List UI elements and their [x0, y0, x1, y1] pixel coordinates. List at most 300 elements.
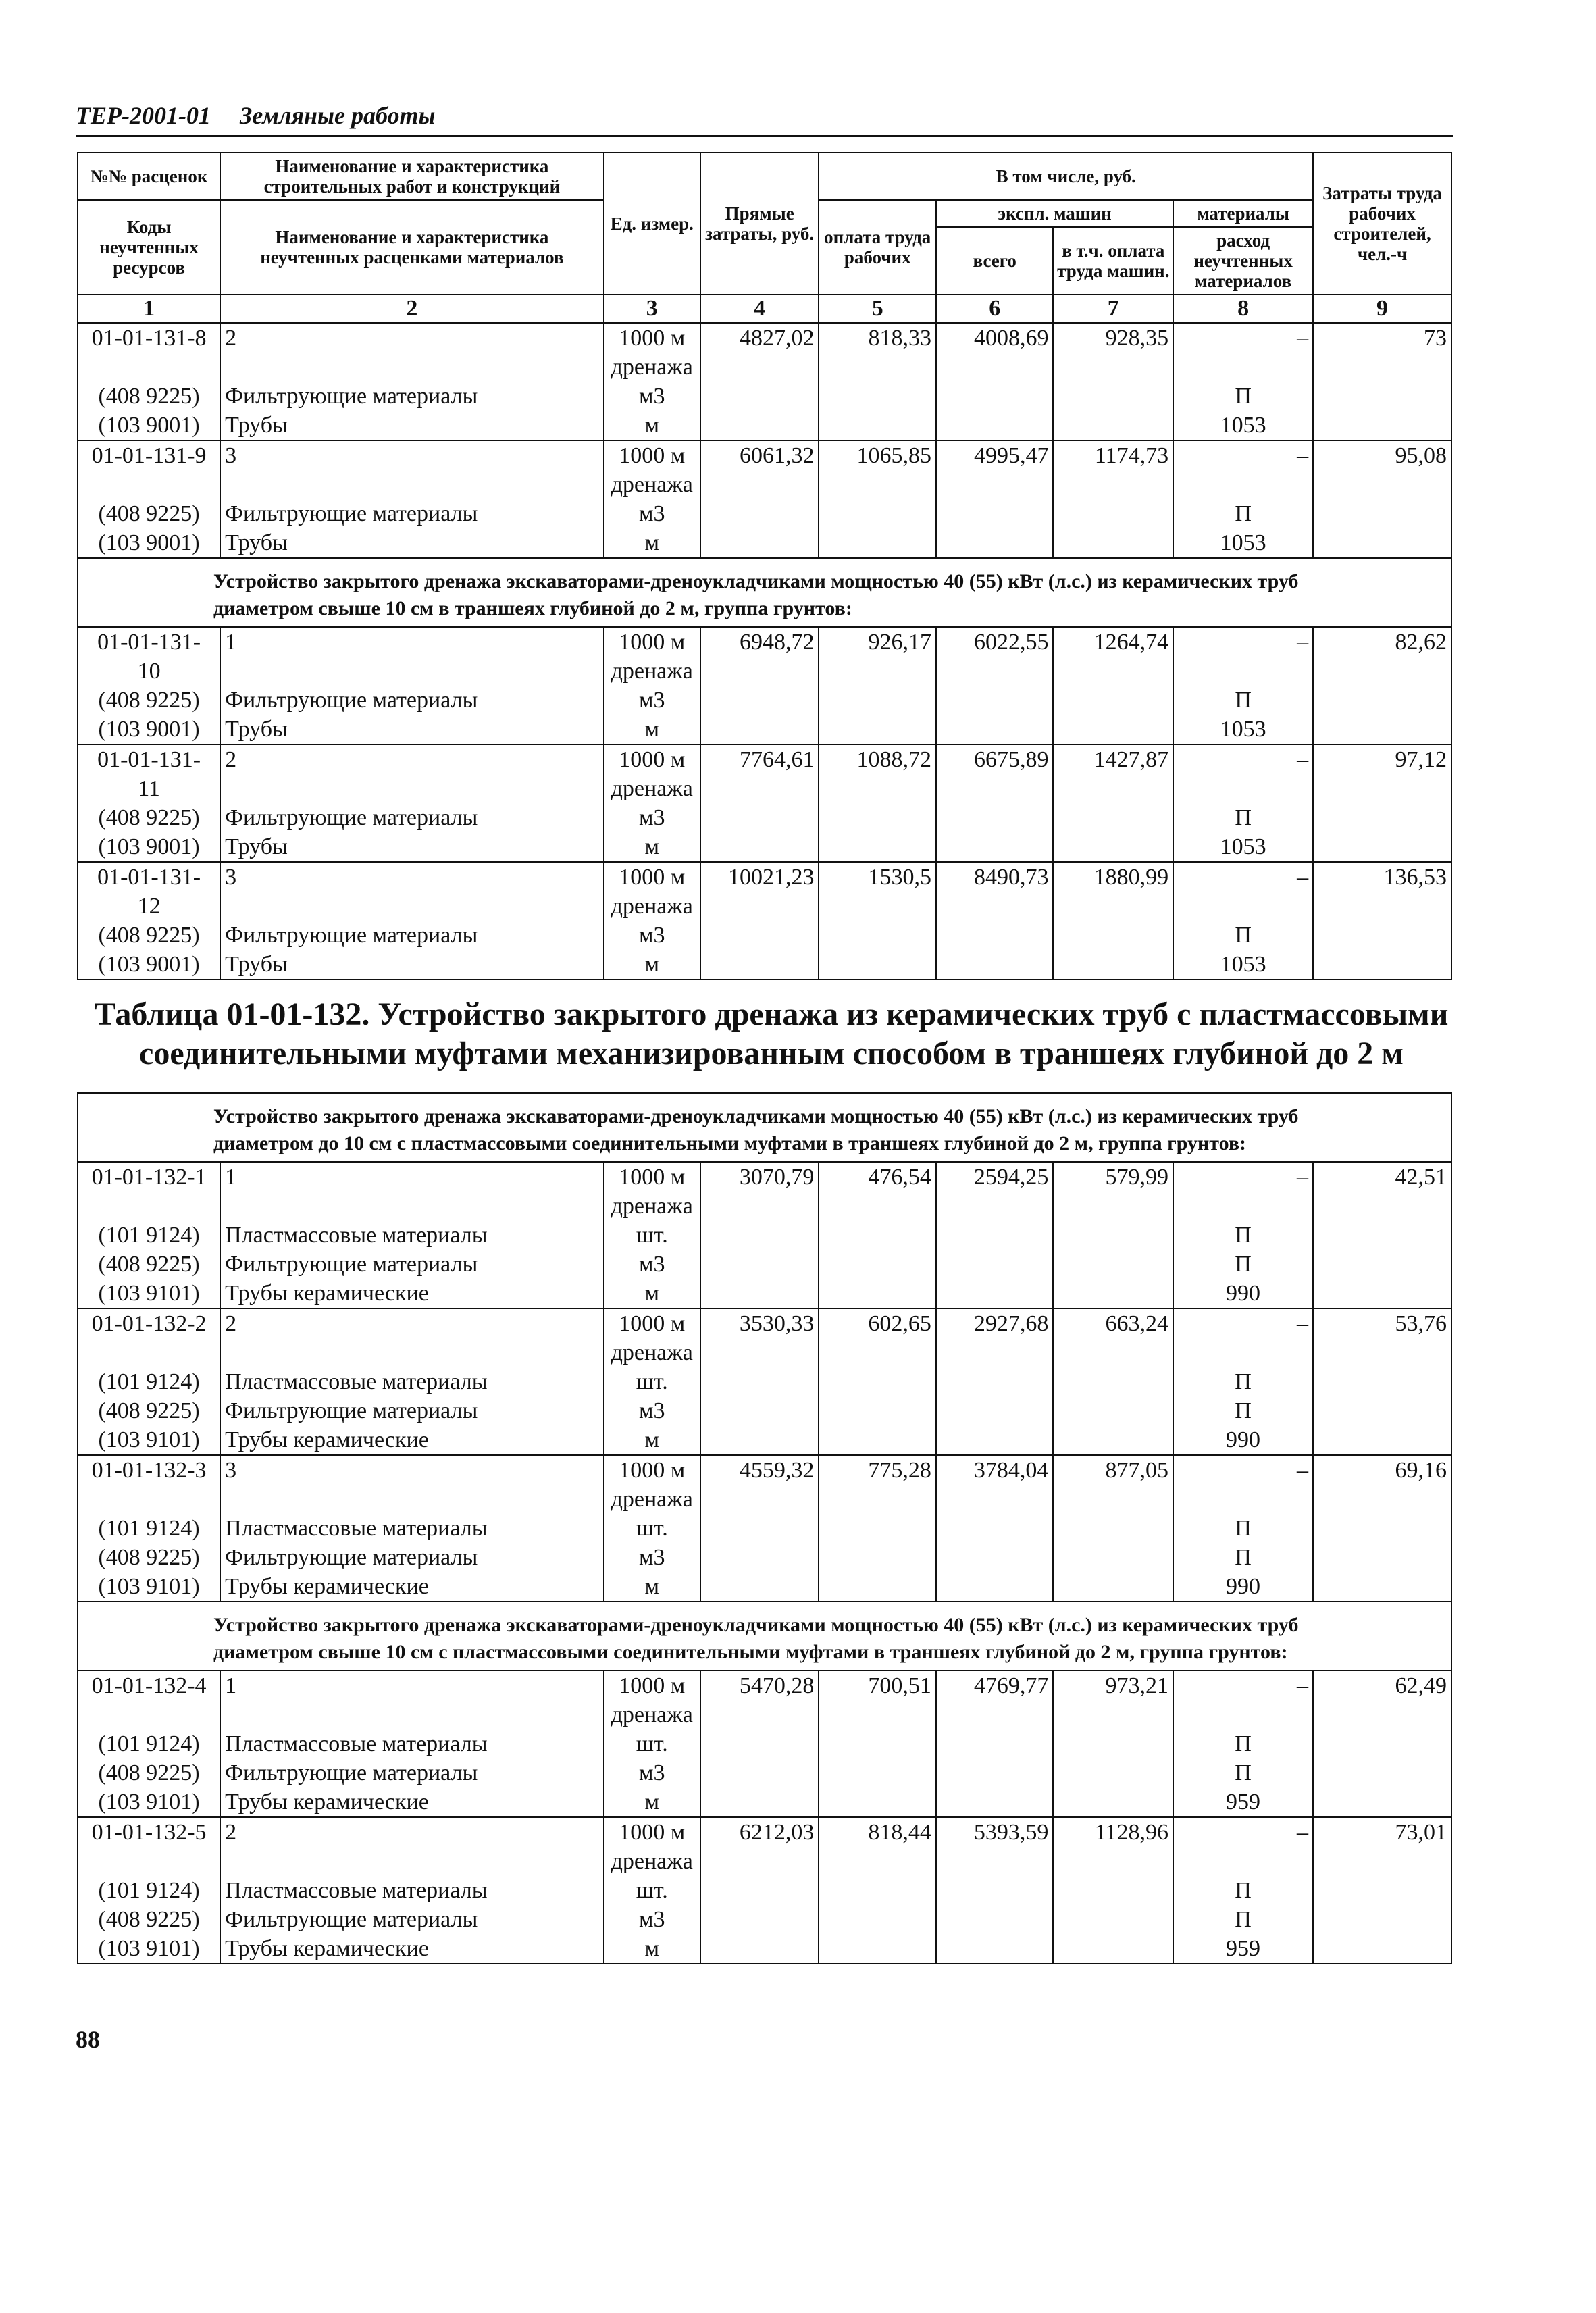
resource-code-value: (408 9225)	[98, 688, 200, 713]
resource-name-value: Фильтрующие материалы	[225, 923, 478, 948]
blank-line	[1178, 1847, 1308, 1876]
resource-name	[220, 657, 604, 715]
resource-name	[220, 774, 604, 832]
rate-code-continued	[82, 1338, 215, 1367]
direct-costs: 4559,32	[700, 1455, 819, 1602]
resource-name	[220, 1396, 604, 1425]
materials-cell	[1173, 440, 1313, 470]
resource-qty-value: 990	[1225, 1427, 1260, 1452]
direct-costs: 6948,72	[700, 627, 819, 744]
rate-code: 01-01-131-	[78, 862, 220, 892]
resource-name	[220, 411, 604, 440]
worker-pay: 818,44	[819, 1817, 935, 1964]
direct-costs: 6061,32	[700, 440, 819, 558]
labor-costs: 82,62	[1313, 627, 1451, 744]
unit-cell: 1000 м	[604, 440, 700, 470]
resource-name-value: Фильтрующие материалы	[225, 1760, 478, 1785]
column-number: 4	[700, 295, 819, 323]
materials-value: –	[1296, 1673, 1308, 1698]
unit-cell: 1000 м	[604, 1671, 700, 1700]
resource-code-value: (103 9001)	[98, 413, 200, 438]
column-number: 8	[1173, 295, 1313, 323]
rate-code-continued: 11	[138, 776, 160, 801]
materials-cell	[1173, 744, 1313, 774]
resource-name	[220, 1787, 604, 1817]
blank-line	[1178, 470, 1308, 499]
machine-pay: 579,99	[1053, 1162, 1173, 1308]
resource-unit-value: шт.	[636, 1223, 668, 1248]
direct-costs: 4827,02	[700, 323, 819, 440]
resource-code-value: (103 9001)	[98, 834, 200, 859]
resource-code	[78, 1192, 220, 1250]
resource-code-value: (408 9225)	[98, 805, 200, 830]
resource-code	[78, 1338, 220, 1396]
resource-unit	[604, 1192, 700, 1250]
resource-unit-value: м3	[638, 1907, 665, 1932]
blank-line	[225, 1338, 599, 1367]
resource-name-value: Трубы	[225, 952, 288, 977]
rate-code-continued	[82, 1485, 215, 1514]
rate-code-continued: 12	[137, 894, 161, 919]
resource-unit	[604, 1572, 700, 1602]
page-header	[76, 101, 1453, 130]
resource-code	[78, 1250, 220, 1279]
resource-unit-value: м	[644, 1936, 659, 1961]
resource-name	[220, 1279, 604, 1308]
rate-code: 01-01-132-2	[78, 1308, 220, 1338]
blank-line	[225, 774, 599, 803]
section-title: Земляные работы	[239, 102, 436, 129]
rate-code-continued	[82, 1700, 215, 1729]
resource-name-value: Пластмассовые материалы	[225, 1731, 488, 1756]
machines-total: 4008,69	[936, 323, 1054, 440]
resource-qty	[1173, 774, 1313, 832]
column-number: 7	[1053, 295, 1173, 323]
resource-unit	[604, 832, 700, 862]
resource-code-value: (103 9101)	[98, 1936, 200, 1961]
materials-cell	[1173, 1162, 1313, 1192]
resource-code	[78, 1396, 220, 1425]
resource-code	[78, 1425, 220, 1455]
resource-code	[78, 411, 220, 440]
resource-qty-value: П	[1235, 384, 1252, 409]
materials-value: –	[1296, 1165, 1308, 1190]
header-resource-codes: Коды неучтенных ресурсов	[78, 200, 220, 295]
header-worker-pay: оплата труда рабочих	[819, 200, 936, 295]
materials-cell	[1173, 1817, 1313, 1847]
header-unit: Ед. измер.	[604, 153, 700, 295]
resource-qty-value: 990	[1225, 1281, 1260, 1306]
machine-pay: 1880,99	[1053, 862, 1173, 980]
resource-unit-value: м	[644, 1574, 659, 1599]
resource-code	[78, 1700, 220, 1758]
resource-unit-value: м	[644, 413, 660, 438]
resource-unit	[604, 1338, 700, 1396]
resource-unit-value: м3	[639, 384, 665, 409]
header-machines-total: всего	[936, 227, 1054, 295]
resource-code-value: (101 9124)	[98, 1878, 200, 1903]
worker-pay: 775,28	[819, 1455, 935, 1602]
soil-group: 1	[220, 1671, 604, 1700]
materials-value: –	[1296, 1311, 1308, 1336]
resource-unit	[604, 1700, 700, 1758]
labor-costs: 73	[1313, 323, 1451, 440]
materials-cell	[1173, 862, 1313, 892]
blank-line	[1178, 1192, 1308, 1221]
resource-code	[78, 657, 220, 715]
resource-name	[220, 1425, 604, 1455]
resource-code	[78, 774, 220, 832]
resource-unit-value: м3	[639, 923, 665, 948]
resource-name	[220, 353, 604, 411]
machines-total: 5393,59	[936, 1817, 1053, 1964]
worker-pay: 476,54	[819, 1162, 935, 1308]
resource-name-value: Фильтрующие материалы	[225, 384, 478, 409]
resource-unit	[604, 1758, 700, 1787]
resource-unit	[604, 1250, 700, 1279]
direct-costs: 5470,28	[700, 1671, 819, 1817]
resource-code-value: (101 9124)	[98, 1369, 200, 1394]
resource-qty-value: П	[1235, 1878, 1252, 1903]
header-including: В том числе, руб.	[819, 153, 1313, 200]
materials-cell	[1173, 1308, 1313, 1338]
resource-unit-value: м3	[639, 805, 665, 830]
resource-name-value: Фильтрующие материалы	[225, 1398, 478, 1423]
resource-qty-value: П	[1235, 1223, 1252, 1248]
section-heading: Устройство закрытого дренажа экскаваторами-дреноукладчиками мощностью 40 (55) кВт (л.с.) из керамических труб диаметром свыше 10 см в траншеях глубиной до 2 м, группа грунтов:	[78, 558, 1451, 627]
resource-code	[78, 1485, 220, 1543]
resource-name	[220, 1758, 604, 1787]
resource-qty-value: П	[1235, 805, 1252, 830]
resource-qty	[1173, 1934, 1313, 1964]
unit-cell: 1000 м	[604, 1162, 700, 1192]
resource-qty	[1173, 832, 1313, 862]
resource-name	[220, 1250, 604, 1279]
resource-unit	[604, 1543, 700, 1572]
soil-group: 2	[220, 1817, 604, 1847]
resource-name	[220, 1192, 604, 1250]
resource-qty	[1173, 353, 1313, 411]
resource-name	[220, 470, 604, 528]
resource-code	[78, 715, 220, 744]
resource-name-value: Трубы	[225, 717, 288, 742]
rate-code: 01-01-131-	[78, 744, 220, 774]
materials-value: –	[1297, 865, 1309, 890]
machine-pay: 1264,74	[1053, 627, 1173, 744]
materials-cell	[1173, 627, 1313, 657]
resource-name	[220, 1700, 604, 1758]
unit-continued: дренажа	[611, 472, 693, 497]
rate-code: 01-01-132-3	[78, 1455, 220, 1485]
resource-qty-value: П	[1235, 501, 1252, 526]
resource-code-value: (101 9124)	[98, 1223, 200, 1248]
resource-unit	[604, 892, 700, 950]
materials-cell	[1173, 323, 1313, 353]
resource-qty	[1173, 892, 1313, 950]
resource-name	[220, 1572, 604, 1602]
resource-qty	[1173, 1425, 1313, 1455]
unit-continued: дренажа	[611, 1194, 693, 1219]
resource-name-value: Пластмассовые материалы	[225, 1223, 488, 1248]
blank-line	[225, 892, 599, 921]
resource-unit	[604, 950, 700, 980]
worker-pay: 1530,5	[819, 862, 936, 980]
column-number: 3	[604, 295, 700, 323]
resource-name-value: Фильтрующие материалы	[225, 501, 478, 526]
resource-code-value: (103 9101)	[98, 1574, 200, 1599]
resource-unit-value: м	[644, 1789, 659, 1814]
resource-name	[220, 1543, 604, 1572]
rate-code: 01-01-131-9	[78, 440, 220, 470]
blank-line	[1178, 353, 1308, 382]
resource-name-value: Трубы керамические	[225, 1281, 429, 1306]
resource-code	[78, 1934, 220, 1964]
resource-name-value: Пластмассовые материалы	[225, 1516, 488, 1541]
resource-code-value: (101 9124)	[98, 1516, 200, 1541]
resource-name-value: Трубы керамические	[225, 1789, 429, 1814]
resource-unit	[604, 1905, 700, 1934]
table-title: Таблица 01-01-132. Устройство закрытого дренажа из керамических труб с пластмассовыми соединительными муфтами механизированным способом в траншеях глубиной до 2 м	[94, 996, 1449, 1071]
unit-continued: дренажа	[611, 659, 693, 684]
resource-qty	[1173, 1485, 1313, 1543]
resource-qty	[1173, 657, 1313, 715]
rate-code: 01-01-132-4	[78, 1671, 220, 1700]
resource-name-value: Фильтрующие материалы	[225, 1252, 478, 1277]
resource-unit-value: м	[644, 717, 660, 742]
resource-code	[78, 950, 220, 980]
unit-continued: дренажа	[611, 1487, 693, 1512]
labor-costs: 73,01	[1313, 1817, 1451, 1964]
header-resource-name: Наименование и характеристика неучтенных расценками материалов	[220, 200, 604, 295]
resource-qty	[1173, 470, 1313, 528]
resource-qty-value: П	[1235, 1907, 1252, 1932]
resource-qty-value: П	[1235, 1252, 1252, 1277]
resource-code-value: (408 9225)	[98, 1398, 200, 1423]
worker-pay: 700,51	[819, 1671, 935, 1817]
resource-code-value: (103 9001)	[98, 717, 200, 742]
rate-code-continued	[82, 1847, 215, 1876]
resource-qty	[1173, 1543, 1313, 1572]
labor-costs: 42,51	[1313, 1162, 1451, 1308]
rates-table-131	[77, 152, 1452, 980]
resource-qty	[1173, 1572, 1313, 1602]
worker-pay: 1088,72	[819, 744, 936, 862]
direct-costs: 3070,79	[700, 1162, 819, 1308]
resource-name	[220, 1934, 604, 1964]
soil-group: 2	[220, 1308, 604, 1338]
resource-qty-value: П	[1235, 1760, 1252, 1785]
header-materials: материалы	[1173, 200, 1313, 227]
resource-qty-value: 1053	[1220, 530, 1266, 555]
resource-unit	[604, 1485, 700, 1543]
soil-group: 2	[220, 323, 604, 353]
resource-qty-value: 1053	[1220, 413, 1266, 438]
materials-cell	[1173, 1455, 1313, 1485]
resource-name	[220, 1338, 604, 1396]
blank-line	[225, 657, 599, 686]
resource-code-value: (103 9001)	[98, 952, 200, 977]
machines-total: 6675,89	[936, 744, 1054, 862]
materials-value: –	[1297, 326, 1309, 351]
resource-qty-value: П	[1235, 688, 1252, 713]
resource-name-value: Пластмассовые материалы	[225, 1878, 488, 1903]
resource-unit	[604, 470, 700, 528]
resource-name	[220, 832, 604, 862]
labor-costs: 95,08	[1313, 440, 1451, 558]
resource-qty-value: 959	[1225, 1936, 1260, 1961]
resource-name-value: Трубы	[225, 413, 288, 438]
machines-total: 2927,68	[936, 1308, 1053, 1455]
resource-name-value: Фильтрующие материалы	[225, 805, 478, 830]
resource-code-value: (101 9124)	[98, 1731, 200, 1756]
resource-qty-value: П	[1235, 1545, 1252, 1570]
direct-costs: 10021,23	[700, 862, 819, 980]
resource-qty	[1173, 1700, 1313, 1758]
resource-qty-value: П	[1235, 1516, 1252, 1541]
header-rates-code: №№ расценок	[78, 153, 220, 200]
resource-code	[78, 470, 220, 528]
resource-qty	[1173, 528, 1313, 558]
resource-code	[78, 1847, 220, 1905]
resource-unit-value: м	[644, 1281, 659, 1306]
rate-code: 01-01-131-	[78, 627, 220, 657]
resource-qty	[1173, 1905, 1313, 1934]
unit-continued: дренажа	[611, 355, 693, 380]
labor-costs: 53,76	[1313, 1308, 1451, 1455]
resource-name-value: Трубы	[225, 530, 288, 555]
resource-qty-value: П	[1235, 923, 1252, 948]
resource-name-value: Трубы керамические	[225, 1427, 429, 1452]
resource-qty-value: 959	[1225, 1789, 1260, 1814]
resource-name-value: Фильтрующие материалы	[225, 1907, 478, 1932]
column-number: 6	[936, 295, 1054, 323]
header-machines: экспл. машин	[936, 200, 1173, 227]
resource-code-value: (408 9225)	[98, 384, 200, 409]
column-number: 9	[1313, 295, 1451, 323]
blank-line	[1178, 1700, 1308, 1729]
resource-unit-value: шт.	[636, 1731, 668, 1756]
header-work-name: Наименование и характеристика строительных работ и конструкций	[220, 153, 604, 200]
unit-continued: дренажа	[611, 776, 693, 801]
resource-qty-value: 990	[1225, 1574, 1260, 1599]
resource-unit-value: м3	[639, 501, 665, 526]
unit-cell: 1000 м	[604, 1817, 700, 1847]
blank-line	[225, 470, 599, 499]
materials-value: –	[1297, 443, 1309, 468]
resource-code-value: (408 9225)	[98, 1252, 200, 1277]
blank-line	[225, 1485, 599, 1514]
resource-code	[78, 892, 220, 950]
resource-unit	[604, 1934, 700, 1964]
resource-qty	[1173, 1279, 1313, 1308]
resource-unit	[604, 1847, 700, 1905]
labor-costs: 69,16	[1313, 1455, 1451, 1602]
resource-code	[78, 528, 220, 558]
resource-code	[78, 1279, 220, 1308]
resource-unit-value: шт.	[636, 1369, 668, 1394]
unit-cell: 1000 м	[604, 323, 700, 353]
resource-qty-value: 1053	[1220, 952, 1266, 977]
materials-value: –	[1297, 747, 1309, 772]
machines-total: 4769,77	[936, 1671, 1053, 1817]
resource-code-value: (103 9101)	[98, 1789, 200, 1814]
worker-pay: 926,17	[819, 627, 936, 744]
resource-code	[78, 1905, 220, 1934]
resource-code	[78, 353, 220, 411]
resource-name	[220, 1905, 604, 1934]
resource-unit	[604, 411, 700, 440]
resource-unit	[604, 1279, 700, 1308]
resource-code-value: (103 9101)	[98, 1281, 200, 1306]
unit-continued: дренажа	[611, 1702, 693, 1727]
unit-cell: 1000 м	[604, 1455, 700, 1485]
machines-total: 3784,04	[936, 1455, 1053, 1602]
blank-line	[225, 1700, 599, 1729]
unit-cell: 1000 м	[604, 627, 700, 657]
direct-costs: 7764,61	[700, 744, 819, 862]
resource-unit-value: м3	[638, 1398, 665, 1423]
soil-group: 1	[220, 1162, 604, 1192]
resource-code	[78, 1543, 220, 1572]
resource-qty	[1173, 715, 1313, 744]
blank-line	[1178, 1485, 1308, 1514]
resource-unit	[604, 1425, 700, 1455]
header-unaccounted: расход неучтенных материалов	[1173, 227, 1313, 295]
header-labor: Затраты труда рабочих строителей, чел.-ч	[1313, 153, 1451, 295]
resource-qty-value: П	[1235, 1369, 1252, 1394]
resource-code-value: (408 9225)	[98, 1907, 200, 1932]
unit-continued: дренажа	[611, 1340, 693, 1365]
resource-unit	[604, 1396, 700, 1425]
resource-qty	[1173, 1787, 1313, 1817]
resource-unit-value: м	[644, 952, 660, 977]
soil-group: 3	[220, 1455, 604, 1485]
resource-name-value: Пластмассовые материалы	[225, 1369, 488, 1394]
resource-code-value: (408 9225)	[98, 501, 200, 526]
materials-value: –	[1296, 1458, 1308, 1483]
resource-name-value: Трубы керамические	[225, 1574, 429, 1599]
direct-costs: 3530,33	[700, 1308, 819, 1455]
unit-cell: 1000 м	[604, 744, 700, 774]
worker-pay: 602,65	[819, 1308, 935, 1455]
rate-code-continued	[82, 353, 215, 382]
unit-cell: 1000 м	[604, 1308, 700, 1338]
materials-cell	[1173, 1671, 1313, 1700]
resource-qty-value: П	[1235, 1731, 1252, 1756]
resource-unit	[604, 528, 700, 558]
resource-qty	[1173, 1758, 1313, 1787]
resource-unit-value: м	[644, 834, 660, 859]
machines-total: 2594,25	[936, 1162, 1053, 1308]
rate-code-continued	[82, 1192, 215, 1221]
resource-unit	[604, 774, 700, 832]
blank-line	[1178, 892, 1308, 921]
resource-unit-value: м3	[638, 1545, 665, 1570]
blank-line	[1178, 657, 1308, 686]
machines-total: 4995,47	[936, 440, 1054, 558]
resource-name-value: Фильтрующие материалы	[225, 1545, 478, 1570]
header-machine-pay: в т.ч. оплата труда машин.	[1053, 227, 1173, 295]
labor-costs: 62,49	[1313, 1671, 1451, 1817]
resource-name	[220, 950, 604, 980]
resource-code-value: (408 9225)	[98, 1545, 200, 1570]
resource-code	[78, 1572, 220, 1602]
worker-pay: 1065,85	[819, 440, 936, 558]
resource-code	[78, 1787, 220, 1817]
machine-pay: 973,21	[1053, 1671, 1173, 1817]
unit-continued: дренажа	[611, 894, 693, 919]
blank-line	[225, 353, 599, 382]
